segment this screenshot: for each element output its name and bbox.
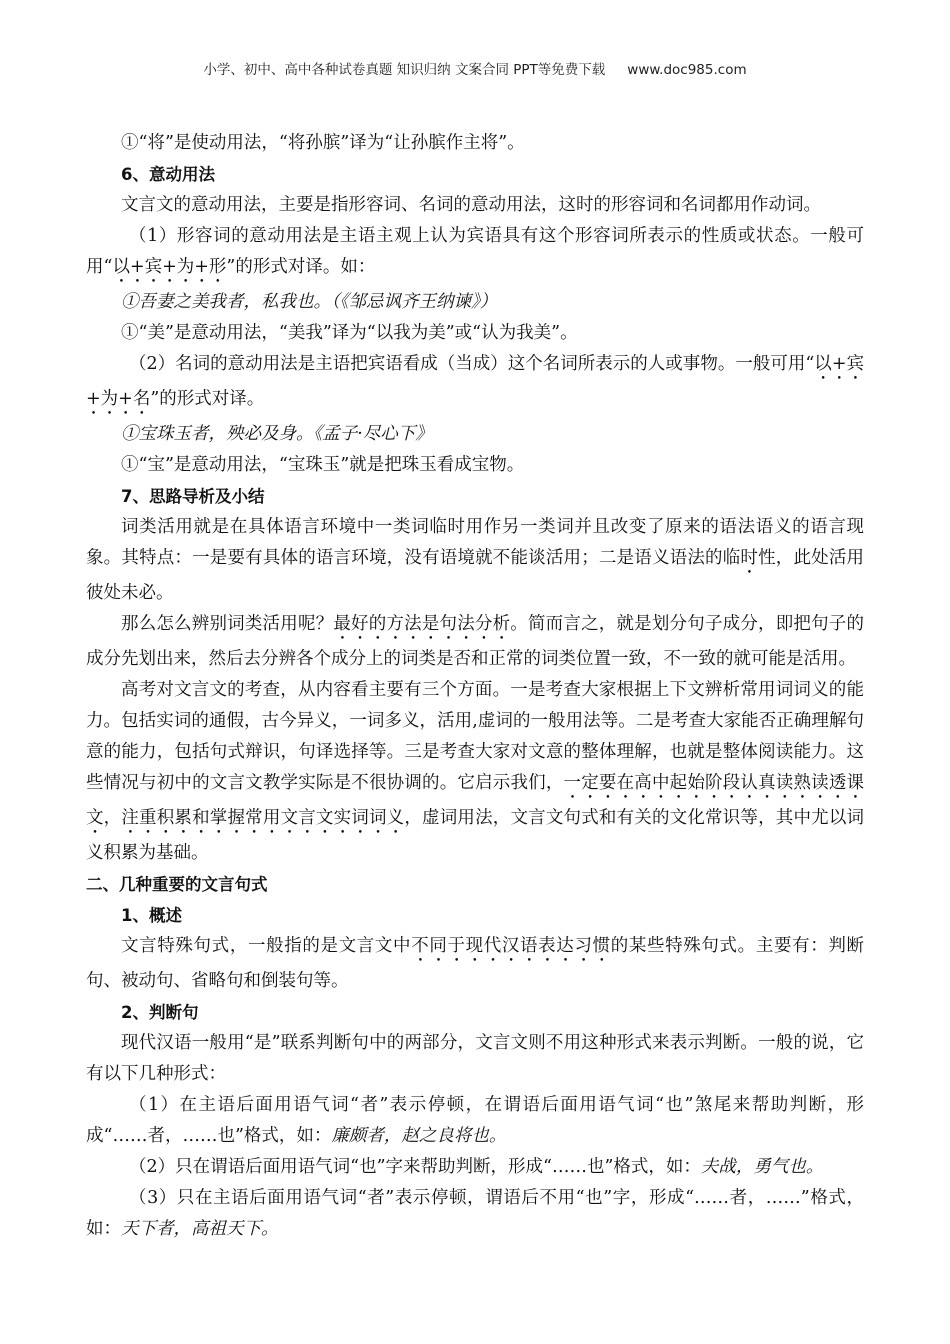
emphasized-text: “以+宾+为+名”: [86, 354, 864, 409]
example-sentence: ①宝珠玉者，殃必及身。《孟子·尽心下》: [121, 424, 433, 444]
emphasized-text: 不同于现代汉语表达习惯: [411, 936, 611, 956]
section-heading-1: 1、概述: [121, 906, 182, 925]
paragraph: 文言文的意动用法，主要是指形容词、名词的意动用法，这时的形容词和名词都用作动词。: [121, 195, 821, 215]
paragraph: [86, 512, 864, 609]
paragraph-text: ，虚词用法，文言文句式和有关的文化常识等，其中尤以词义积累为基础。: [86, 808, 865, 863]
example-note: ①“将”是使动用法，“将孙膑”译为“让孙膑作主将”。: [121, 133, 525, 153]
example-sentence: 廉颇者，赵之良将也。: [331, 1126, 507, 1146]
paragraph-text: （2）名词的意动用法是主语把宾语看成（当成）这个名词所表示的人或事物。一般可用: [129, 354, 806, 374]
paragraph-text: 高考对文言文的考查，从内容看主要有三个方面。一是考查大家根据上下文辨析常用词词义的能力。包括实词的通假，古今异义，一词多义，活用,虚词的一般用法等。二是考查大家能否正确理解句意的能力，包括句式辩识，句译选择等。三是考查大家对文意的整体理解，也就是整体阅读能力。这些情况与初中的文言文教学实际是不很协调的。它启示我们，: [86, 680, 864, 793]
paragraph-text: 文言特殊句式，一般指的是文言文中: [121, 936, 412, 956]
paragraph-text: 的形式对译。: [159, 389, 265, 409]
paragraph-text: 那么怎么辨别词类活用呢？: [121, 614, 334, 634]
paragraph-text: （1）在主语后面用语气词“者”表示停顿，在谓语后面用语气词“也”煞尾来帮助判断，形成“……者，……也”格式，如：: [86, 1095, 864, 1146]
header-website: www.doc985.com: [627, 62, 747, 78]
paragraph: [86, 349, 864, 419]
example-note: ①“宝”是意动用法，“宝珠玉”就是把珠玉看成宝物。: [121, 455, 525, 475]
example-sentence: ①吾妻之美我者，私我也。（《邹忌讽齐王纳谏》）: [121, 292, 498, 312]
paragraph-text: （2）只在谓语后面用语气词“也”字来帮助判断，形成“……也”格式，如：: [129, 1157, 701, 1177]
paragraph: 现代汉语一般用“是”联系判断句中的两部分，文言文则不用这种形式来表示判断。一般的说，它有以下几种形式：: [86, 1033, 864, 1084]
paragraph-text: 的形式对译。如：: [235, 257, 376, 277]
paragraph: [86, 1183, 864, 1245]
paragraph-text: 的某些特殊句式。主要有：判断句、被动句、省略句和倒装句等。: [86, 936, 865, 991]
example-note: ①“美”是意动用法，“美我”译为“以我为美”或“认为我美”。: [121, 323, 578, 343]
paragraph-text: （3）只在主语后面用语气词“者”表示停顿，谓语后不用“也”字，形成“……者，……”格式，如：: [86, 1188, 864, 1239]
paragraph: [86, 609, 864, 675]
chapter-heading: 二、几种重要的文言句式: [86, 875, 268, 894]
paragraph: [86, 675, 864, 869]
paragraph: [86, 221, 864, 287]
emphasized-text: 最好的方法是句法分析: [333, 614, 511, 634]
emphasized-text: 一定要在高中起始阶段认真读熟读透课文，注重积累和掌握常用文言文实词词义: [86, 773, 865, 828]
paragraph-text: 。简而言之，就是划分句子成分，即把句子的成分先划出来，然后去分辨各个成分上的词类是否和正常的词类位置一致，不一致的就可能是活用。: [86, 614, 865, 669]
example-sentence: 夫战，勇气也。: [700, 1157, 824, 1177]
page-header: [0, 58, 950, 78]
paragraph-text: （1）形容词的意动用法是主语主观上认为宾语具有这个形容词所表示的性质或状态。一般可用: [86, 226, 864, 277]
section-heading-7: 7、思路导析及小结: [121, 487, 265, 506]
section-heading-2: 2、判断句: [121, 1003, 199, 1022]
paragraph-text: 词类活用就是在具体语言环境中一类词临时用作另一类词并且改变了原来的语法语义的语言现象。其特点：一是要有具体的语言环境，没有语境就不能谈活用；二是语义语法的临: [86, 517, 864, 568]
emphasized-text: “以+宾+为+形”: [103, 257, 236, 277]
section-heading-6: 6、意动用法: [121, 165, 215, 184]
paragraph-text: 性，此处活用彼处未必。: [86, 548, 865, 603]
emphasized-text: 时: [740, 548, 759, 568]
header-slogan: 小学、初中、高中各种试卷真题 知识归纳 文案合同 PPT等免费下载: [203, 62, 606, 78]
paragraph: [86, 1090, 864, 1152]
document-body: [86, 128, 864, 1245]
example-sentence: 天下者，高祖天下。: [121, 1219, 279, 1239]
paragraph: [86, 1152, 864, 1183]
paragraph: [86, 931, 864, 997]
